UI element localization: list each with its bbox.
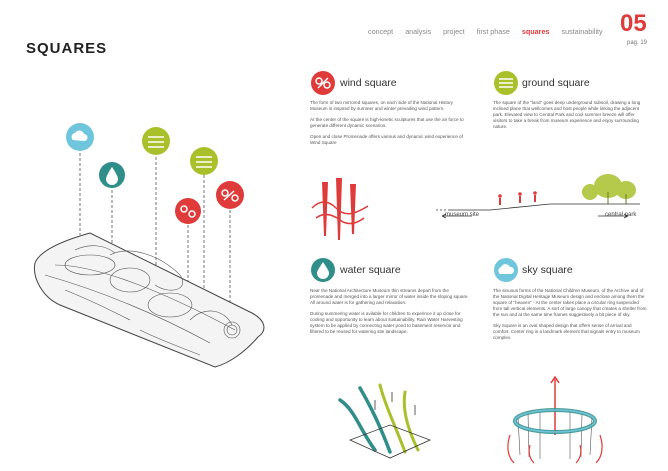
sky-ring-illustration xyxy=(500,375,610,465)
water-paragraph: Near the National Architecture Museum thin streams depart from the promenade and merged into a larger mirror of water inside the sloping square. All around water is for gathering and relaxation. xyxy=(310,288,469,305)
nav-item-analysis[interactable]: analysis xyxy=(405,27,432,36)
nav-item-squares[interactable]: squares xyxy=(521,27,550,36)
water-paragraph: During summering water is avilable for children to experince it up close for cooling and opportunity to learn about sustainability. Rain Water Harvesting system to be applied by connecting water pond to basement reservoir and filtered to be reused for watering site landscape. xyxy=(310,311,463,334)
wind-square-title: wind square xyxy=(340,77,397,89)
page-number: 05 xyxy=(620,10,647,37)
sky-paragraph: Sky Square is an oval shaped design that offers sense of arrival and comfort. Center ring is a landmark element that signals entry to museum complex. xyxy=(493,323,640,340)
page-label: pag. 19 xyxy=(627,40,648,46)
nav-item-first-phase[interactable]: first phase xyxy=(476,27,510,36)
label-museum-site: museum site xyxy=(445,212,480,218)
ground-icon xyxy=(493,70,519,96)
wind-square-text xyxy=(310,100,470,151)
wind-paragraph: At the center of the square is high-kinetic sculptures that use the air force to generate different dynamic scenarios. xyxy=(310,117,464,128)
sky-square-title: sky square xyxy=(522,264,573,276)
sky-paragraph: The sinuous forms of the National Children Museum, of the Archive and of the National Digital Heritage Museum design and enclose among them the square of "heaven" - At the center takes place a circular ring suspended from tall vertical elements. A sort of large canopy that creates a shelter from the sun and at the same time frames suggestively a bit piece of sky. xyxy=(493,288,647,317)
label-central-park: central park xyxy=(605,212,637,218)
ground-square-title: ground square xyxy=(522,77,590,89)
sky-square-text xyxy=(493,288,648,346)
pin-wind-icon-1 xyxy=(175,198,201,224)
pin-water-icon xyxy=(99,162,125,188)
site-axonometric-drawing xyxy=(20,115,290,385)
water-square-text xyxy=(310,288,470,340)
wind-icon xyxy=(310,70,336,96)
wind-sculpture-illustration xyxy=(310,178,370,243)
water-streams-illustration xyxy=(330,380,440,460)
ground-square-text xyxy=(493,100,648,135)
nav-item-concept[interactable]: concept xyxy=(368,27,394,36)
ground-paragraph: The square of the "land" goes deep underground subsoil, drawing a long inclined plane that wellcomes and host people while linking the adjacent park. Elevated view to Central Park and cool summer breeze will offer visitors to take a break from museum experience and enjoy surrounding nature. xyxy=(493,100,641,129)
wind-paragraph: The form of two mirrored squares, on each side of the National History Museum is inspired by summer and winter prevailing wind pattern. xyxy=(310,100,453,111)
nav-item-project[interactable]: project xyxy=(443,27,465,36)
page-title: SQUARES xyxy=(26,40,108,57)
cloud-icon xyxy=(493,257,519,283)
pin-wind-icon-2 xyxy=(216,181,244,209)
top-navigation xyxy=(368,27,615,36)
nav-item-sustainability[interactable]: sustainability xyxy=(561,27,603,36)
wind-paragraph: Open and close Promenade offers various and dynamic wind experience of Wind Square xyxy=(310,134,463,145)
water-square-title: water square xyxy=(340,264,401,276)
water-drop-icon xyxy=(310,257,336,283)
pin-ground-icon-1 xyxy=(142,127,170,155)
pin-ground-icon-2 xyxy=(190,147,218,175)
pin-sky-icon xyxy=(66,123,94,151)
